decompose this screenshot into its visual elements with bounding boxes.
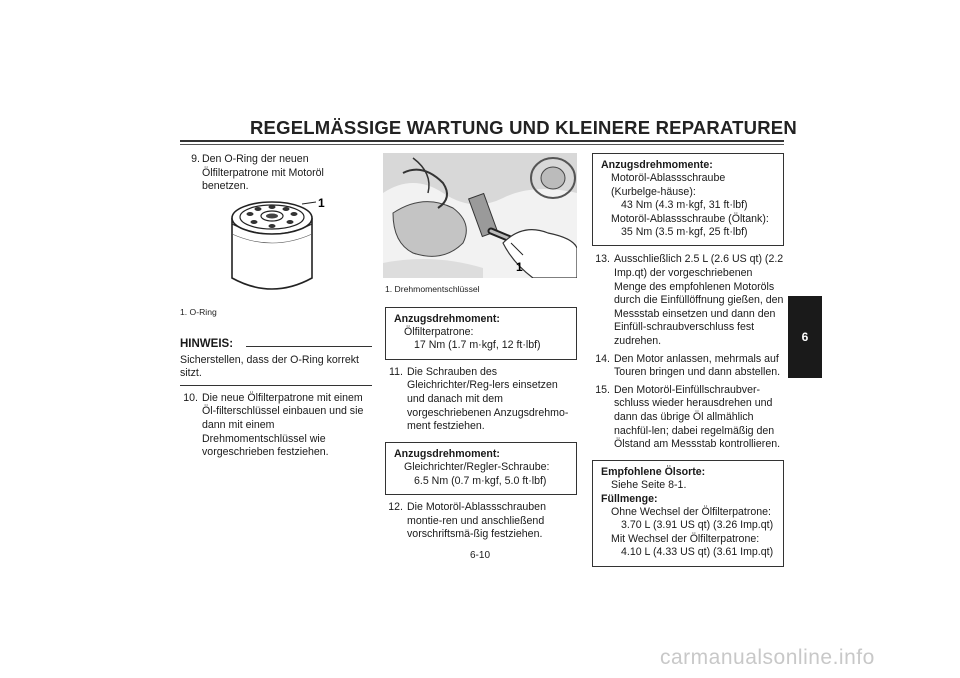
spec-heading: Anzugsdrehmoment: <box>394 312 500 325</box>
spec-item: Ölfilterpatrone: <box>404 326 474 338</box>
step-number: 9. <box>191 153 200 165</box>
note-label: HINWEIS: <box>180 337 234 350</box>
note-heading-rule <box>246 346 372 347</box>
step-text: Die Schrauben des Gleichrichter/Reg-lers einsetzen und danach mit dem vorgeschriebenen Anzugsdrehmo-ment festziehen. <box>407 365 569 433</box>
step-text: Die neue Ölfilterpatrone mit einem Öl-filterschlüssel einbauen und sie dann mit einem Drehmomentschlüssel wie vorgeschrieben festziehen. <box>202 391 364 459</box>
spec-item: Mit Wechsel der Ölfilterpatrone: <box>611 532 760 545</box>
spec-value: 3.70 L (3.91 US qt) (3.26 Imp.qt) <box>621 519 774 532</box>
torque-spec-box-oil-filter <box>385 307 577 360</box>
spec-item: Motoröl-Ablassschraube (Kurbelge-häuse): <box>611 172 726 198</box>
callout-1: 1 <box>516 260 523 274</box>
callout-1: 1 <box>318 196 325 210</box>
step-number: 12. <box>388 501 403 513</box>
step-12 <box>385 501 577 542</box>
spec-item: Ohne Wechsel der Ölfilterpatrone: <box>611 505 771 518</box>
spec-value: 35 Nm (3.5 m·kgf, 25 ft·lbf) <box>621 226 748 239</box>
step-9 <box>180 153 372 194</box>
step-11 <box>385 366 577 434</box>
step-14 <box>592 353 784 380</box>
torque-wrench-figure <box>383 153 577 278</box>
spec-value: 4.10 L (4.33 US qt) (3.61 Imp.qt) <box>621 546 774 559</box>
page-number: 6-10 <box>469 550 490 561</box>
spec-heading-oil-type: Empfohlene Ölsorte: <box>601 465 706 478</box>
step-text: Den Motoröl-Einfüllschraubver-schluss wieder herausdrehen und dann das übrige Öl allmählich nachfül-len; dabei regelmäßig den Ölstand am Messstab kontrollieren. <box>614 383 781 451</box>
step-number: 15. <box>595 383 610 396</box>
spec-item: Motoröl-Ablassschraube (Öltank): <box>611 212 769 225</box>
oil-filter-illustration <box>212 190 342 300</box>
spec-heading: Anzugsdrehmoment: <box>394 447 500 460</box>
step-number: 10. <box>183 391 198 404</box>
title-rule <box>180 140 784 142</box>
chapter-tab <box>788 296 822 378</box>
chapter-tab-number: 6 <box>801 330 809 344</box>
step-text: Ausschließlich 2.5 L (2.6 US qt) (2.2 Imp.qt) der vorgeschriebenen Menge des empfohlenen Motoröls durch die Einfüllöffnung gießen, den Messstab einsetzen und dann den Einfüll-schraubverschluss fest zudrehen. <box>614 253 784 347</box>
note-text: Sicherstellen, dass der O-Ring korrekt sitzt. <box>180 353 359 380</box>
step-text: Die Motoröl-Ablassschrauben montie-ren und anschließend vorschriftsmä-ßig festziehen. <box>407 501 546 541</box>
step-number: 11. <box>389 365 403 378</box>
watermark: carmanualsonline.info <box>660 646 875 669</box>
figure-caption: 1. Drehmomentschlüssel <box>385 284 480 294</box>
step-number: 13. <box>595 253 610 266</box>
spec-value: 17 Nm (1.7 m·kgf, 12 ft·lbf) <box>414 339 541 352</box>
title-rule-thin <box>180 144 784 145</box>
step-number: 14. <box>595 352 610 365</box>
spec-item: Siehe Seite 8-1. <box>611 479 687 492</box>
column-3 <box>592 153 784 567</box>
oil-filter-figure <box>212 190 342 300</box>
spec-value: 6.5 Nm (0.7 m·kgf, 5.0 ft·lbf) <box>414 474 547 487</box>
note-heading <box>180 338 372 354</box>
figure-caption: 1. O-Ring <box>180 307 217 317</box>
step-text: Den Motor anlassen, mehrmals auf Touren bringen und dann abstellen. <box>614 352 781 379</box>
spec-value: 43 Nm (4.3 m·kgf, 31 ft·lbf) <box>621 199 748 212</box>
page-title: REGELMÄSSIGE WARTUNG UND KLEINERE REPARATUREN <box>250 117 797 138</box>
step-15 <box>592 384 784 452</box>
torque-wrench-photo <box>383 153 577 278</box>
step-text: Den O-Ring der neuen Ölfilterpatrone mit Motoröl benetzen. <box>202 153 324 193</box>
column-2 <box>385 283 577 546</box>
column-1-lower <box>180 306 372 464</box>
step-10 <box>180 392 372 460</box>
spec-heading: Anzugsdrehmomente: <box>601 159 713 171</box>
step-13 <box>592 253 784 348</box>
torque-spec-box-regulator <box>385 442 577 495</box>
oil-spec-box <box>592 460 784 567</box>
spec-item: Gleichrichter/Regler-Schraube: <box>404 461 550 474</box>
torque-spec-box-drain-bolts <box>592 153 784 246</box>
spec-heading-capacity: Füllmenge: <box>601 492 658 505</box>
